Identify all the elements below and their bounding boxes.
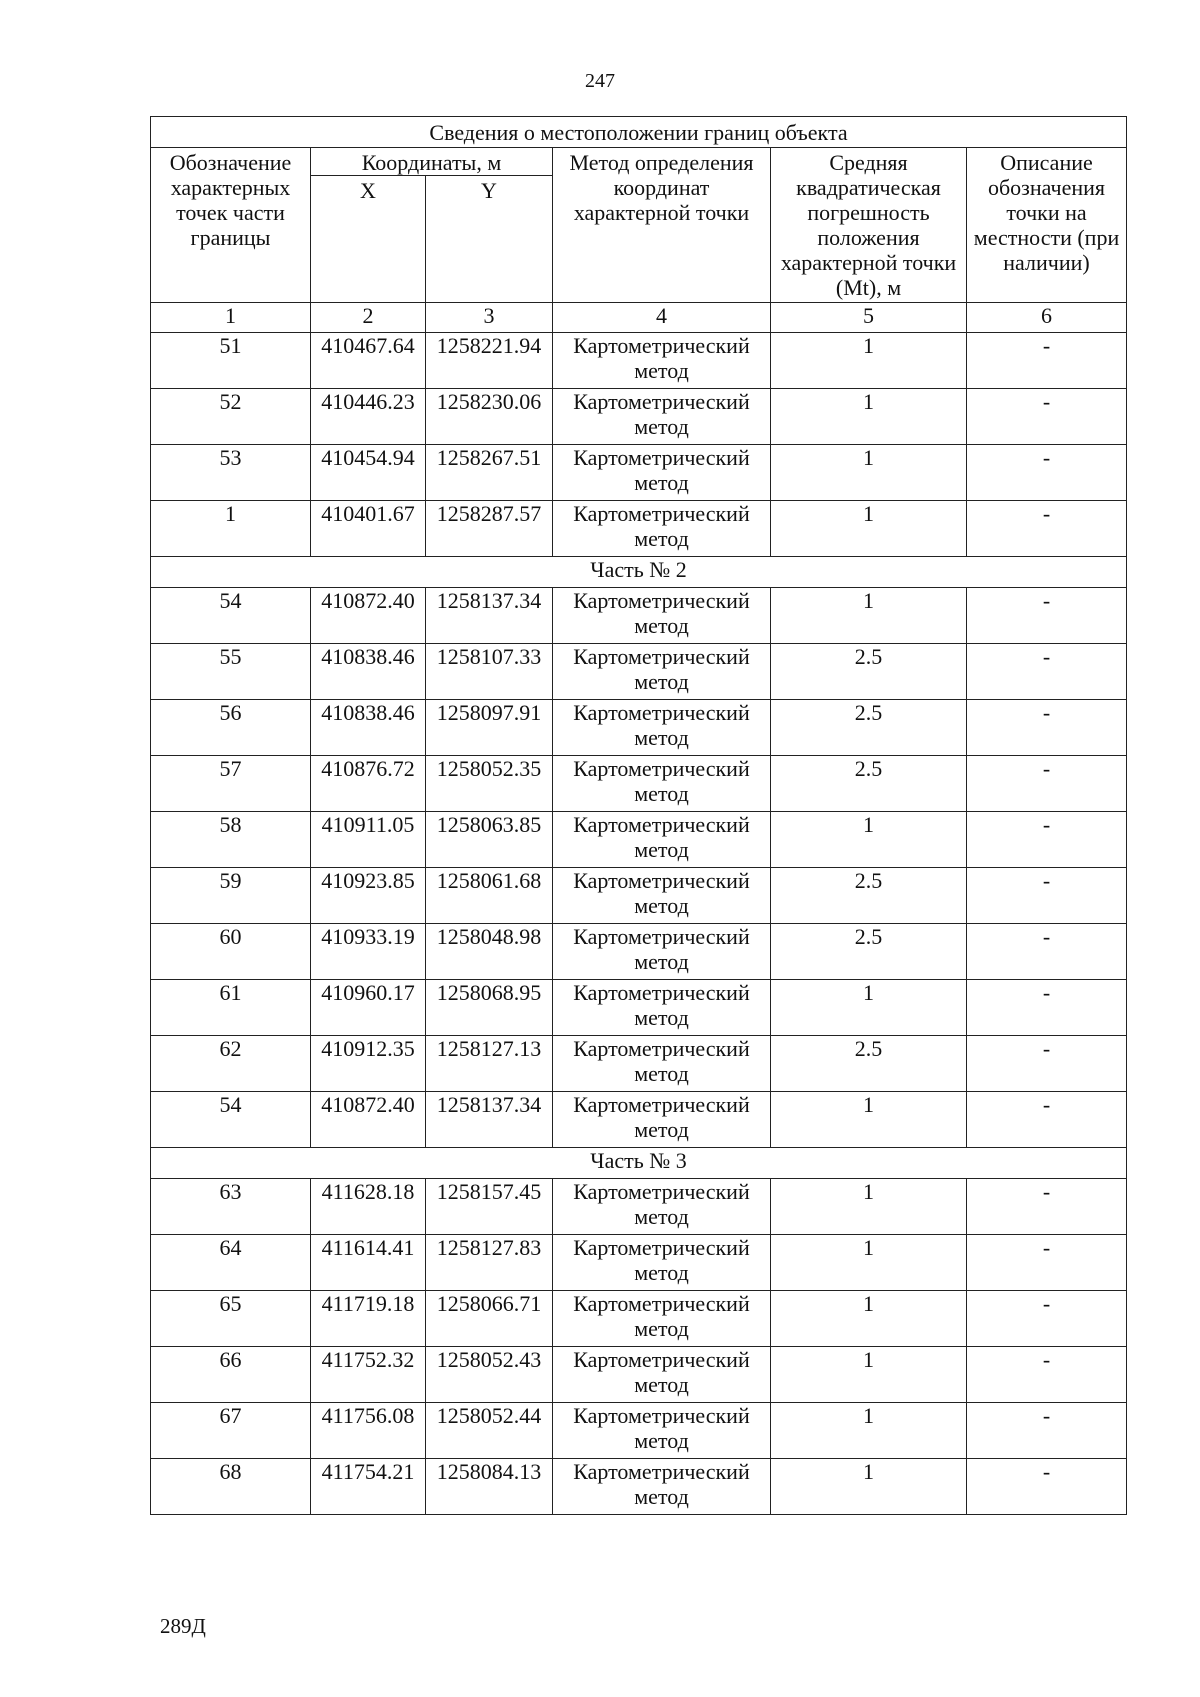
description-cell: - <box>967 756 1127 812</box>
point-cell: 58 <box>151 812 311 868</box>
header-y: Y <box>426 176 553 303</box>
mean-error-cell: 1 <box>771 980 967 1036</box>
table-row <box>151 1235 1127 1291</box>
header-description: Описание обозначения точки на местности (при наличии) <box>967 148 1127 303</box>
method-cell: Картометрический метод <box>553 980 771 1036</box>
point-cell: 1 <box>151 501 311 557</box>
description-cell: - <box>967 333 1127 389</box>
table-row <box>151 1092 1127 1148</box>
y-coordinate-cell: 1258052.43 <box>426 1347 553 1403</box>
mean-error-cell: 1 <box>771 389 967 445</box>
y-coordinate-cell: 1258137.34 <box>426 588 553 644</box>
table-title-row <box>151 117 1127 148</box>
mean-error-cell: 2.5 <box>771 1036 967 1092</box>
y-coordinate-cell: 1258157.45 <box>426 1179 553 1235</box>
x-coordinate-cell: 410401.67 <box>311 501 426 557</box>
part-label: Часть № 2 <box>151 557 1127 588</box>
description-cell: - <box>967 644 1127 700</box>
mean-error-cell: 2.5 <box>771 756 967 812</box>
y-coordinate-cell: 1258052.35 <box>426 756 553 812</box>
description-cell: - <box>967 588 1127 644</box>
mean-error-cell: 1 <box>771 1347 967 1403</box>
column-number-row <box>151 303 1127 333</box>
table-row <box>151 644 1127 700</box>
method-cell: Картометрический метод <box>553 700 771 756</box>
description-cell: - <box>967 1347 1127 1403</box>
table-row <box>151 1036 1127 1092</box>
method-cell: Картометрический метод <box>553 389 771 445</box>
description-cell: - <box>967 868 1127 924</box>
table-row <box>151 1459 1127 1515</box>
table-row <box>151 980 1127 1036</box>
mean-error-cell: 1 <box>771 588 967 644</box>
table-title: Сведения о местоположении границ объекта <box>151 117 1127 148</box>
method-cell: Картометрический метод <box>553 1179 771 1235</box>
point-cell: 54 <box>151 1092 311 1148</box>
mean-error-cell: 2.5 <box>771 700 967 756</box>
table-row <box>151 756 1127 812</box>
column-number: 2 <box>311 303 426 333</box>
header-x: X <box>311 176 426 303</box>
y-coordinate-cell: 1258097.91 <box>426 700 553 756</box>
point-cell: 55 <box>151 644 311 700</box>
y-coordinate-cell: 1258048.98 <box>426 924 553 980</box>
method-cell: Картометрический метод <box>553 588 771 644</box>
description-cell: - <box>967 1036 1127 1092</box>
x-coordinate-cell: 410446.23 <box>311 389 426 445</box>
part-label: Часть № 3 <box>151 1148 1127 1179</box>
table-row <box>151 868 1127 924</box>
description-cell: - <box>967 1459 1127 1515</box>
table-row <box>151 812 1127 868</box>
point-cell: 52 <box>151 389 311 445</box>
x-coordinate-cell: 411614.41 <box>311 1235 426 1291</box>
x-coordinate-cell: 410838.46 <box>311 700 426 756</box>
mean-error-cell: 1 <box>771 445 967 501</box>
method-cell: Картометрический метод <box>553 1347 771 1403</box>
description-cell: - <box>967 1235 1127 1291</box>
point-cell: 68 <box>151 1459 311 1515</box>
description-cell: - <box>967 812 1127 868</box>
boundary-table <box>150 116 1127 1515</box>
x-coordinate-cell: 411628.18 <box>311 1179 426 1235</box>
y-coordinate-cell: 1258061.68 <box>426 868 553 924</box>
x-coordinate-cell: 410912.35 <box>311 1036 426 1092</box>
table-row <box>151 1403 1127 1459</box>
table-row <box>151 1179 1127 1235</box>
x-coordinate-cell: 411752.32 <box>311 1347 426 1403</box>
x-coordinate-cell: 411756.08 <box>311 1403 426 1459</box>
x-coordinate-cell: 410960.17 <box>311 980 426 1036</box>
description-cell: - <box>967 501 1127 557</box>
description-cell: - <box>967 389 1127 445</box>
page-number: 247 <box>585 70 615 92</box>
mean-error-cell: 1 <box>771 333 967 389</box>
table-row <box>151 924 1127 980</box>
column-number: 6 <box>967 303 1127 333</box>
y-coordinate-cell: 1258221.94 <box>426 333 553 389</box>
x-coordinate-cell: 410933.19 <box>311 924 426 980</box>
method-cell: Картометрический метод <box>553 1036 771 1092</box>
method-cell: Картометрический метод <box>553 1092 771 1148</box>
method-cell: Картометрический метод <box>553 756 771 812</box>
header-point-designation: Обозначение характерных точек части границы <box>151 148 311 303</box>
description-cell: - <box>967 1403 1127 1459</box>
y-coordinate-cell: 1258066.71 <box>426 1291 553 1347</box>
header-row <box>151 148 1127 176</box>
mean-error-cell: 1 <box>771 1092 967 1148</box>
point-cell: 56 <box>151 700 311 756</box>
y-coordinate-cell: 1258068.95 <box>426 980 553 1036</box>
method-cell: Картометрический метод <box>553 1291 771 1347</box>
mean-error-cell: 1 <box>771 1235 967 1291</box>
mean-error-cell: 1 <box>771 1291 967 1347</box>
table-row <box>151 445 1127 501</box>
part-header-row <box>151 1148 1127 1179</box>
footer-code: 289Д <box>160 1614 206 1638</box>
description-cell: - <box>967 1092 1127 1148</box>
y-coordinate-cell: 1258267.51 <box>426 445 553 501</box>
column-number: 1 <box>151 303 311 333</box>
point-cell: 61 <box>151 980 311 1036</box>
x-coordinate-cell: 410454.94 <box>311 445 426 501</box>
point-cell: 54 <box>151 588 311 644</box>
method-cell: Картометрический метод <box>553 812 771 868</box>
column-number: 3 <box>426 303 553 333</box>
point-cell: 67 <box>151 1403 311 1459</box>
description-cell: - <box>967 1291 1127 1347</box>
mean-error-cell: 1 <box>771 1403 967 1459</box>
method-cell: Картометрический метод <box>553 501 771 557</box>
y-coordinate-cell: 1258107.33 <box>426 644 553 700</box>
point-cell: 53 <box>151 445 311 501</box>
mean-error-cell: 2.5 <box>771 868 967 924</box>
column-number: 5 <box>771 303 967 333</box>
part-header-row <box>151 557 1127 588</box>
method-cell: Картометрический метод <box>553 1235 771 1291</box>
table-row <box>151 389 1127 445</box>
point-cell: 65 <box>151 1291 311 1347</box>
mean-error-cell: 1 <box>771 812 967 868</box>
column-number: 4 <box>553 303 771 333</box>
method-cell: Картометрический метод <box>553 868 771 924</box>
point-cell: 60 <box>151 924 311 980</box>
point-cell: 57 <box>151 756 311 812</box>
description-cell: - <box>967 445 1127 501</box>
mean-error-cell: 2.5 <box>771 644 967 700</box>
y-coordinate-cell: 1258084.13 <box>426 1459 553 1515</box>
header-mean-error: Средняя квадратическая погрешность положения характерной точки (Mt), м <box>771 148 967 303</box>
method-cell: Картометрический метод <box>553 924 771 980</box>
description-cell: - <box>967 924 1127 980</box>
point-cell: 62 <box>151 1036 311 1092</box>
x-coordinate-cell: 410911.05 <box>311 812 426 868</box>
method-cell: Картометрический метод <box>553 333 771 389</box>
table-row <box>151 588 1127 644</box>
point-cell: 64 <box>151 1235 311 1291</box>
point-cell: 51 <box>151 333 311 389</box>
method-cell: Картометрический метод <box>553 445 771 501</box>
mean-error-cell: 1 <box>771 1459 967 1515</box>
x-coordinate-cell: 410876.72 <box>311 756 426 812</box>
x-coordinate-cell: 410467.64 <box>311 333 426 389</box>
mean-error-cell: 1 <box>771 1179 967 1235</box>
description-cell: - <box>967 1179 1127 1235</box>
table-row <box>151 700 1127 756</box>
mean-error-cell: 2.5 <box>771 924 967 980</box>
x-coordinate-cell: 410838.46 <box>311 644 426 700</box>
table-row <box>151 333 1127 389</box>
x-coordinate-cell: 410872.40 <box>311 1092 426 1148</box>
header-method: Метод определения координат характерной точки <box>553 148 771 303</box>
header-coordinates: Координаты, м <box>311 148 553 176</box>
table-row <box>151 1347 1127 1403</box>
x-coordinate-cell: 410923.85 <box>311 868 426 924</box>
y-coordinate-cell: 1258052.44 <box>426 1403 553 1459</box>
description-cell: - <box>967 980 1127 1036</box>
mean-error-cell: 1 <box>771 501 967 557</box>
table-row <box>151 501 1127 557</box>
method-cell: Картометрический метод <box>553 1403 771 1459</box>
x-coordinate-cell: 411754.21 <box>311 1459 426 1515</box>
method-cell: Картометрический метод <box>553 1459 771 1515</box>
y-coordinate-cell: 1258287.57 <box>426 501 553 557</box>
y-coordinate-cell: 1258137.34 <box>426 1092 553 1148</box>
y-coordinate-cell: 1258063.85 <box>426 812 553 868</box>
description-cell: - <box>967 700 1127 756</box>
x-coordinate-cell: 410872.40 <box>311 588 426 644</box>
y-coordinate-cell: 1258230.06 <box>426 389 553 445</box>
point-cell: 66 <box>151 1347 311 1403</box>
y-coordinate-cell: 1258127.83 <box>426 1235 553 1291</box>
table-row <box>151 1291 1127 1347</box>
point-cell: 59 <box>151 868 311 924</box>
x-coordinate-cell: 411719.18 <box>311 1291 426 1347</box>
method-cell: Картометрический метод <box>553 644 771 700</box>
y-coordinate-cell: 1258127.13 <box>426 1036 553 1092</box>
point-cell: 63 <box>151 1179 311 1235</box>
